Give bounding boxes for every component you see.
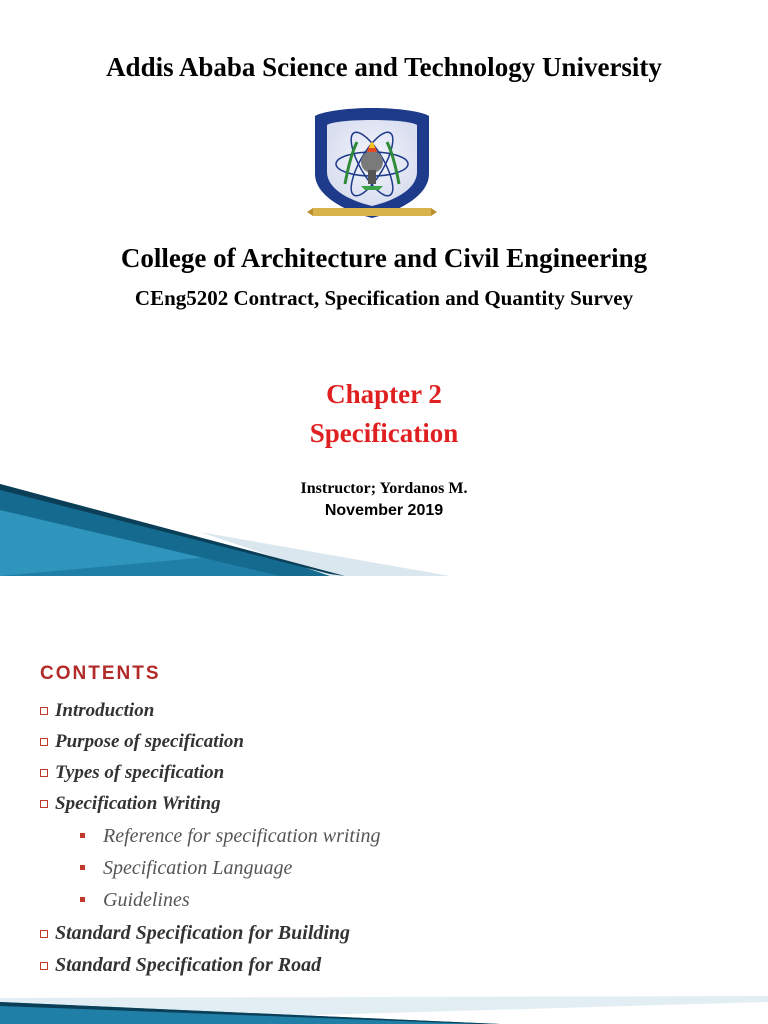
presentation-date: November 2019 bbox=[324, 502, 444, 519]
checkbox-bullet-icon bbox=[40, 962, 48, 970]
contents-item: Types of specification bbox=[40, 762, 224, 784]
contents-subitem: Guidelines bbox=[80, 889, 190, 912]
chapter-topic: Specification bbox=[309, 418, 459, 448]
decorative-swoosh bbox=[0, 988, 768, 1024]
contents-item: Introduction bbox=[40, 700, 154, 722]
contents-item: Standard Specification for Building bbox=[40, 922, 350, 945]
chapter-number: Chapter 2 bbox=[326, 379, 442, 409]
university-title: Addis Ababa Science and Technology University bbox=[106, 52, 662, 82]
checkbox-bullet-icon bbox=[40, 769, 48, 777]
university-seal-logo bbox=[305, 102, 439, 222]
contents-subitem: Specification Language bbox=[80, 857, 292, 880]
checkbox-bullet-icon bbox=[40, 800, 48, 808]
instructor-line: Instructor; Yordanos M. bbox=[300, 480, 468, 497]
college-name: College of Architecture and Civil Engineering bbox=[120, 243, 648, 273]
square-bullet-icon bbox=[80, 833, 85, 838]
square-bullet-icon bbox=[80, 897, 85, 902]
checkbox-bullet-icon bbox=[40, 738, 48, 746]
contents-item: Purpose of specification bbox=[40, 731, 244, 753]
contents-item: Standard Specification for Road bbox=[40, 954, 321, 977]
square-bullet-icon bbox=[80, 865, 85, 870]
contents-heading: CONTENTS bbox=[40, 663, 161, 684]
contents-subitem: Reference for specification writing bbox=[80, 825, 381, 848]
contents-item: Specification Writing bbox=[40, 793, 221, 815]
course-title: CEng5202 Contract, Specification and Quantity Survey bbox=[134, 286, 634, 310]
checkbox-bullet-icon bbox=[40, 930, 48, 938]
checkbox-bullet-icon bbox=[40, 707, 48, 715]
